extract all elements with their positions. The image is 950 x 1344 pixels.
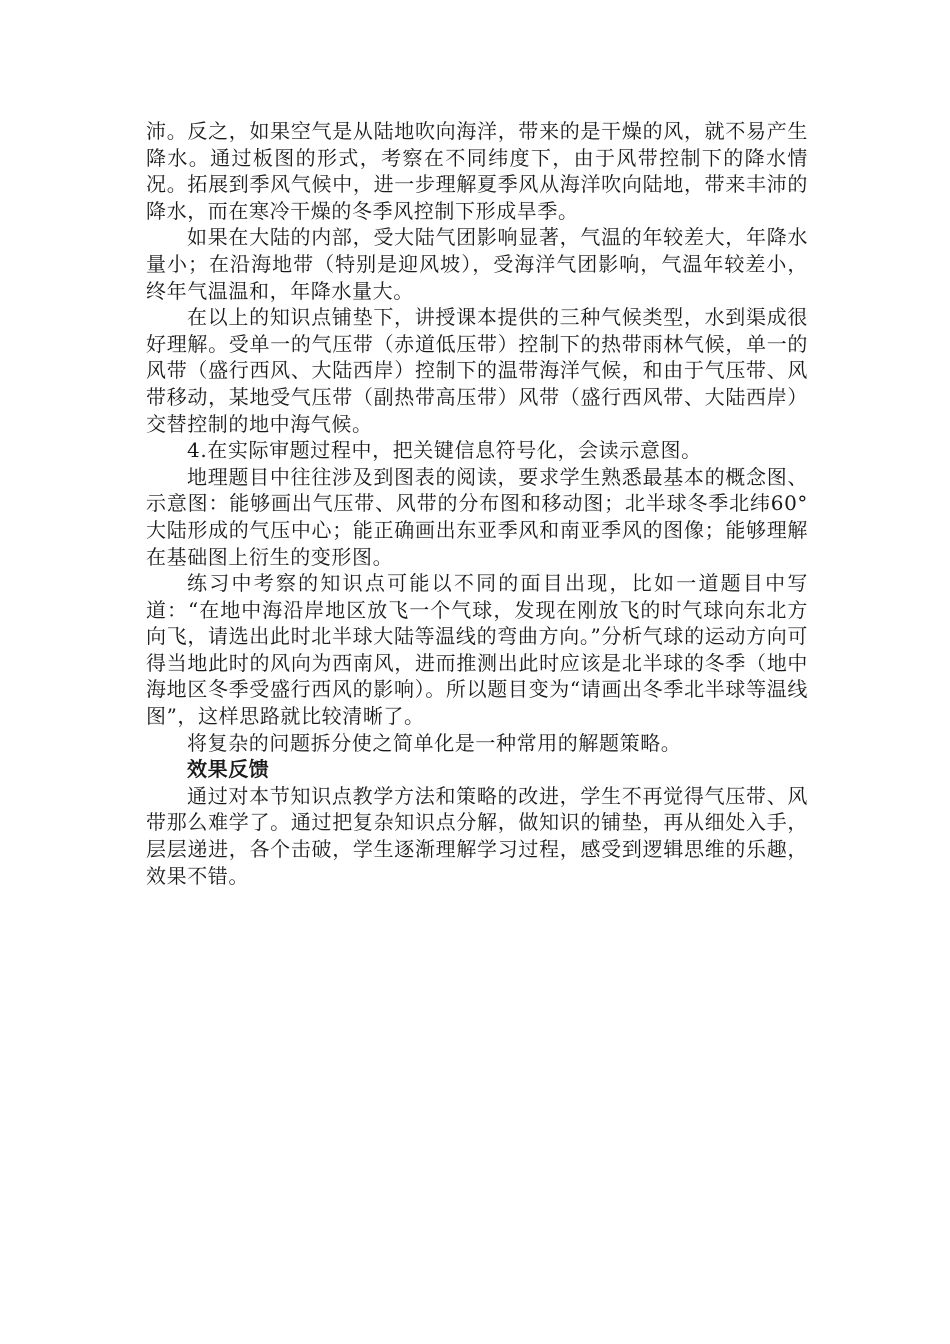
paragraph-diagram-reading: 地理题目中往往涉及到图表的阅读，要求学生熟悉最基本的概念图、示意图：能够画出气压带、风带的分布图和移动图；北半球冬季北纬60°大陆形成的气压中心；能正确画出东亚季风和南亚季风的图像；能够理解在基础图上衍生的变形图。 [146, 464, 808, 569]
section-heading-feedback: 效果反馈 [187, 757, 270, 782]
paragraph-climate-types: 在以上的知识点铺垫下，讲授课本提供的三种气候类型，水到渠成很好理解。受单一的气压带（赤道低压带）控制下的热带雨林气候，单一的风带（盛行西风、大陆西岸）控制下的温带海洋气候，和由于气压带、风带移动，某地受气压带（副热带高压带）风带（盛行西风带、大陆西岸）交替控制的地中海气候。 [146, 305, 808, 436]
paragraph-feedback: 通过对本节知识点教学方法和策略的改进，学生不再觉得气压带、风带那么难学了。通过把复杂知识点分解，做知识的铺垫，再从细处入手，层层递进，各个击破，学生逐渐理解学习过程，感受到逻辑思维的乐趣，效果不错。 [146, 783, 808, 888]
paragraph-inland-coastal: 如果在大陆的内部，受大陆气团影响显著，气温的年较差大，年降水量小；在沿海地带（特别是迎风坡），受海洋气团影响，气温年较差小，终年气温温和，年降水量大。 [146, 225, 808, 303]
document-page [146, 118, 808, 889]
paragraph-strategy: 将复杂的问题拆分使之简单化是一种常用的解题策略。 [187, 730, 682, 755]
paragraph-balloon-example: 练习中考察的知识点可能以不同的面目出现，比如一道题目中写道：“在地中海沿岸地区放飞一个气球，发现在刚放飞的时气球向东北方向飞，请选出此时北半球大陆等温线的弯曲方向。”分析气球的运动方向可得当地此时的风向为西南风，进而推测出此时应该是北半球的冬季（地中海地区冬季受盛行西风的影响）。所以题目变为“请画出冬季北半球等温线图”，这样思路就比较清晰了。 [146, 571, 808, 729]
paragraph-point-4: 4.在实际审题过程中，把关键信息符号化，会读示意图。 [187, 438, 702, 463]
paragraph-continuation: 沛。反之，如果空气是从陆地吹向海洋，带来的是干燥的风，就不易产生降水。通过板图的形式，考察在不同纬度下，由于风带控制下的降水情况。拓展到季风气候中，进一步理解夏季风从海洋吹向陆地，带来丰沛的降水，而在寒冷干燥的冬季风控制下形成旱季。 [146, 119, 808, 223]
